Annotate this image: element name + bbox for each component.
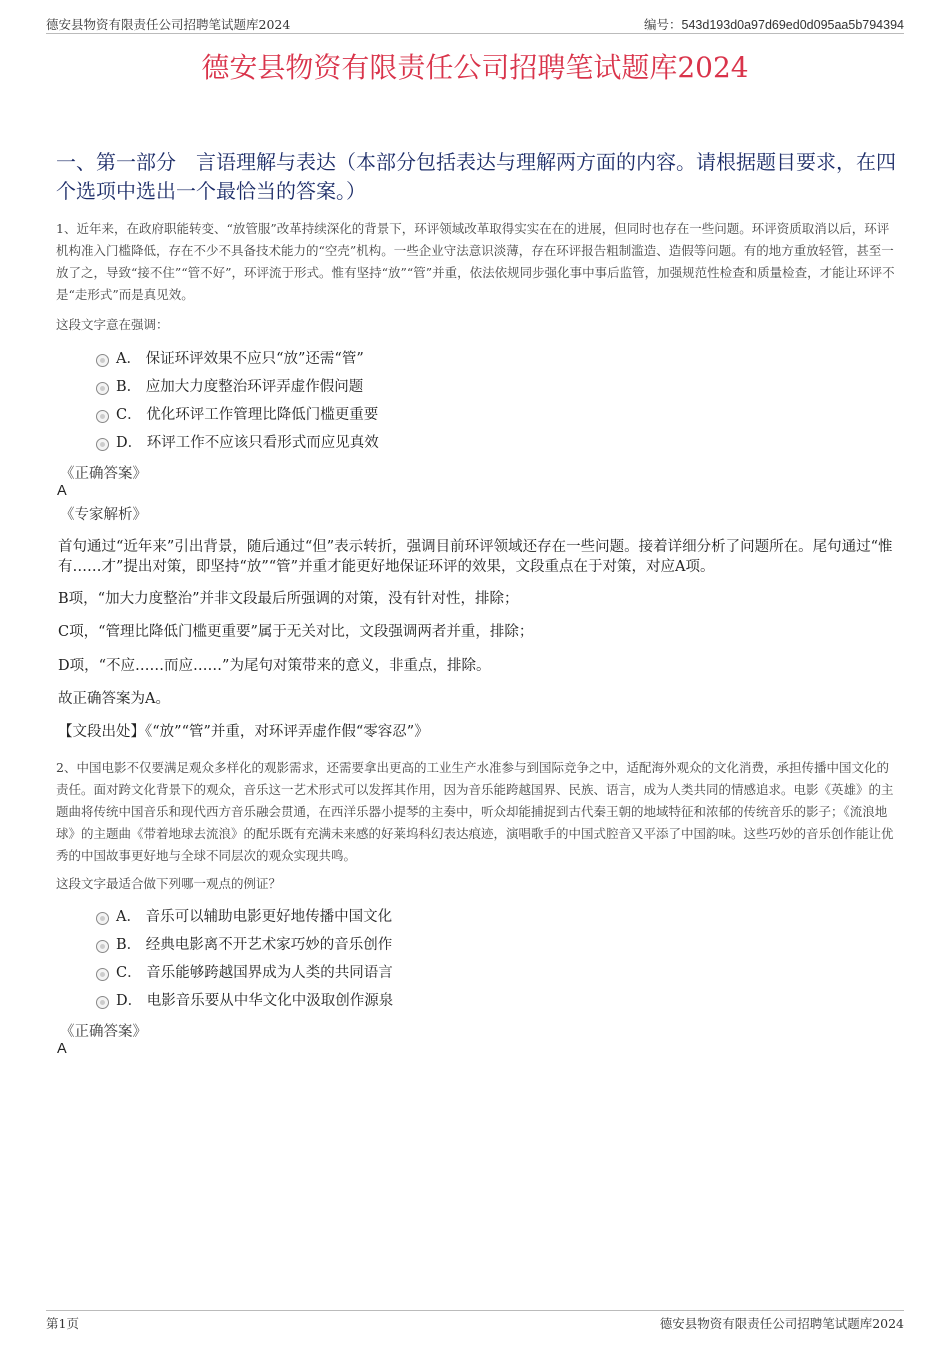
question-2-answer: A [57, 1041, 67, 1057]
analysis-paragraph: B项，“加大力度整治”并非文段最后所强调的对策，没有针对性，排除； [58, 591, 519, 607]
header-divider [46, 33, 904, 34]
question-1-text: 1、近年来，在政府职能转变、“放管服”改革持续深化的背景下，环评领域改革取得实实在在的进展，但同时也存在一些问题。环评资质取消以后，环评机构准入门槛降低，存在不少不具备技术能力的“空壳”机构。一些企业守法意识淡薄，存在环评报告粗制滥造、造假等问题。有的地方重放轻管，甚至一放了之，导致“接不住”“管不好”，环评流于形式。惟有坚持“放”“管”并重，依法依规同步强化事中事后监管，加强规范性检查和质量检查，才能让环评不是“走形式”而是真见效。 [56, 221, 895, 302]
option-label: D． 环评工作不应该只看形式而应见真效 [116, 435, 379, 451]
option-label: B． 经典电影离不开艺术家巧妙的音乐创作 [116, 937, 393, 953]
option-label: D． 电影音乐要从中华文化中汲取创作源泉 [116, 993, 394, 1009]
analysis-paragraph: D项，“不应……而应……”为尾句对策带来的意义，非重点，排除。 [58, 658, 491, 674]
header-doc-title: 德安县物资有限责任公司招聘笔试题库2024 [46, 17, 291, 32]
question-2-prompt: 这段文字最适合做下列哪一观点的例证？ [56, 876, 282, 891]
page-number: 第1页 [46, 1316, 79, 1331]
radio-icon[interactable] [96, 382, 109, 395]
page-title: 德安县物资有限责任公司招聘笔试题库2024 [201, 51, 749, 84]
footer-divider [46, 1310, 904, 1311]
radio-icon[interactable] [96, 968, 109, 981]
option-label: C． 音乐能够跨越国界成为人类的共同语言 [116, 965, 393, 981]
radio-icon[interactable] [96, 996, 109, 1009]
question-1-analysis-label: 《专家解析》 [60, 507, 147, 523]
header-doc-number: 编号：543d193d0a97d69ed0d095aa5b794394 [644, 18, 904, 32]
option-label: A． 音乐可以辅助电影更好地传播中国文化 [116, 909, 393, 925]
option-label: C． 优化环评工作管理比降低门槛更重要 [116, 407, 379, 423]
option-label: A． 保证环评效果不应只“放”还需“管” [116, 351, 364, 367]
radio-icon[interactable] [96, 354, 109, 367]
radio-icon[interactable] [96, 912, 109, 925]
question-1-answer-label: 《正确答案》 [60, 466, 147, 482]
radio-icon[interactable] [96, 940, 109, 953]
question-1-prompt: 这段文字意在强调： [56, 317, 169, 332]
question-2-text: 2、中国电影不仅要满足观众多样化的观影需求，还需要拿出更高的工业生产水准参与到国际竞争之中，适配海外观众的文化消费，承担传播中国文化的责任。面对跨文化背景下的观众，音乐这一艺术形式可以发挥其作用，因为音乐能跨越国界、民族、语言，成为人类共同的情感追求。电影《英雄》的主题曲将传统中国音乐和现代西方音乐融会贯通，在西洋乐器小提琴的主奏中，听众却能捕捉到古代秦王朝的地域特征和浓郁的传统音乐的影子；《流浪地球》的主题曲《带着地球去流浪》的配乐既有充满未来感的好莱坞科幻表达痕迹，演唱歌手的中国式腔音又平添了中国韵味。这些巧妙的音乐创作能让优秀的中国故事更好地与全球不同层次的观众实现共鸣。 [56, 760, 894, 863]
radio-icon[interactable] [96, 410, 109, 423]
analysis-paragraph: C项，“管理比降低门槛更重要”属于无关对比，文段强调两者并重，排除； [58, 624, 534, 640]
option-label: B． 应加大力度整治环评弄虚作假问题 [116, 379, 364, 395]
analysis-conclusion: 故正确答案为A。 [58, 691, 170, 707]
radio-icon[interactable] [96, 438, 109, 451]
analysis-source: 【文段出处】《“放”“管”并重，对环评弄虚作假“零容忍”》 [58, 724, 429, 740]
question-2-answer-label: 《正确答案》 [60, 1024, 147, 1040]
analysis-paragraph: 首句通过“近年来”引出背景，随后通过“但”表示转折，强调目前环评领域还存在一些问题。接着详细分析了问题所在。尾句通过“惟有……才”提出对策，即坚持“放”“管”并重才能更好地保证环评的效果，文段重点在于对策，对应A项。 [58, 539, 893, 575]
section-heading: 一、第一部分 言语理解与表达（本部分包括表达与理解两方面的内容。请根据题目要求，在四个选项中选出一个最恰当的答案。） [56, 150, 896, 203]
question-1-answer: A [57, 483, 67, 499]
footer-doc-title: 德安县物资有限责任公司招聘笔试题库2024 [659, 1316, 904, 1331]
